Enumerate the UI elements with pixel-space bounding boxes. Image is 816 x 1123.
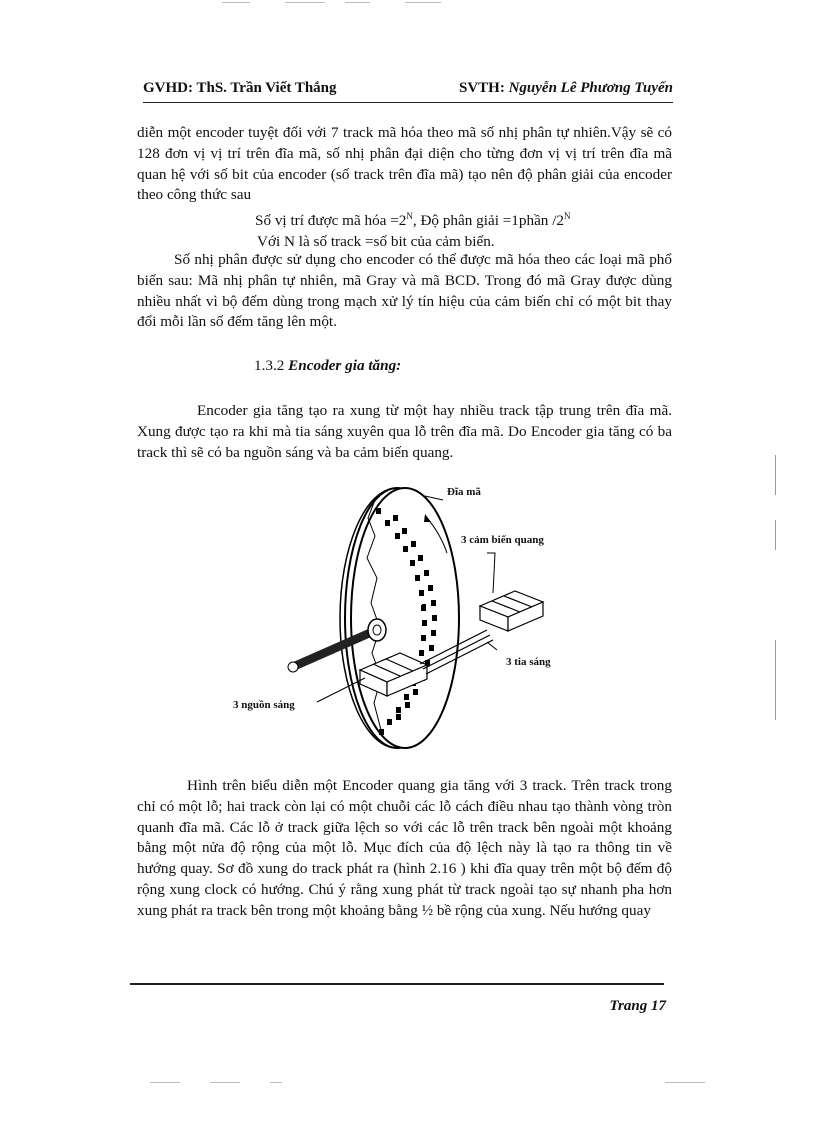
label-disk: Đĩa mã xyxy=(447,486,481,498)
header-supervisor: GVHD: ThS. Trần Viết Thắng xyxy=(143,80,337,96)
scan-artifact xyxy=(150,1082,180,1083)
encoder-diagram xyxy=(225,478,585,758)
scan-artifact xyxy=(222,2,250,3)
scan-artifact xyxy=(665,1082,705,1083)
scan-artifact xyxy=(270,1082,282,1083)
header-student-name: Nguyễn Lê Phương Tuyến xyxy=(508,80,673,96)
label-sensors: 3 cảm biến quang xyxy=(461,534,544,546)
section-heading: 1.3.2 Encoder gia tăng: xyxy=(254,357,402,374)
paragraph-code-types: Số nhị phân được sử dụng cho encoder có thể được mã hóa theo các loại mã phổ biến sau: Mã nhị phân tự nhiên, mã Gray và mã BCD. Trong đó mã Gray được dùng nhiều nhất vì bộ đếm dùng trong mạch xử lý tín hiệu của cảm biến chỉ có một bit thay đổi mỗi lần số đếm tăng lên một. xyxy=(137,251,672,331)
label-sources: 3 nguồn sáng xyxy=(233,699,295,711)
paragraph-incremental-intro: Encoder gia tăng tạo ra xung từ một hay nhiều track tập trung trên đĩa mã. Xung được tạo ra khi mà tia sáng xuyên qua lỗ trên đĩa mã. Do Encoder gia tăng có ba track thì sẽ có ba nguồn sáng và ba cảm biến quang. xyxy=(137,402,672,461)
formula-line: Số vị trí được mã hóa $=2^N$, Độ phân giải =1phần $/2^N$ xyxy=(255,211,571,230)
formula-note: Với N là số track =số bit của cảm biến. xyxy=(257,233,495,251)
scan-artifact xyxy=(345,2,370,3)
disk-face xyxy=(351,488,459,748)
scan-artifact xyxy=(405,2,441,3)
footer-divider xyxy=(130,983,664,985)
paragraph-absolute-encoder: diễn một encoder tuyệt đối với 7 track mã hóa theo mã số nhị phân tự nhiên.Vậy sẽ có 128 đơn vị vị trí trên đĩa mã, số nhị phân đại diện cho từng đơn vị vị trí trên đĩa mã quan hệ với số bit của encoder (số track trên đĩa mã) tạo nên độ phân giải của encoder theo công thức sau Số vị trí được mã hóa $=2^N$, Độ phân giải =1phần $/2^N$ Với N là số track =số bit của cảm biến. xyxy=(137,123,672,253)
paragraph-incremental-detail: Hình trên biểu diễn một Encoder quang gia tăng với 3 track. Trên track trong chỉ có một lỗ; hai track còn lại có một chuỗi các lỗ cách điều nhau tạo thành vòng tròn quanh đĩa mã. Các lỗ ở track giữa lệch so với các lỗ trên track bên ngoài một khoảng bằng một nửa độ rộng của một lỗ. Mục đích của độ lệch này là tạo ra thông tin về hướng quay. Sơ đồ xung do track phát ra (hình 2.16 ) khi đĩa quay trên một bộ đếm độ rộng xung clock có hướng. Chú ý rằng xung phát từ track ngoài tạo sự nhanh pha hơn xung phát ra track bên trong một khoảng bằng ½ bề rộng của xung. Nếu hướng quay xyxy=(137,777,672,919)
inner-track-hole xyxy=(422,604,426,610)
page-header xyxy=(143,78,673,103)
scan-artifact xyxy=(775,640,776,720)
scan-artifact xyxy=(775,455,776,495)
page-number: Trang 17 xyxy=(609,998,666,1014)
light-sensors xyxy=(480,591,543,631)
encoder-figure xyxy=(225,478,585,758)
header-student: SVTH: Nguyễn Lê Phương Tuyến xyxy=(459,80,673,96)
scan-artifact xyxy=(285,2,325,3)
scan-artifact xyxy=(210,1082,240,1083)
scan-artifact xyxy=(775,520,776,550)
label-beams: 3 tia sáng xyxy=(506,656,551,668)
